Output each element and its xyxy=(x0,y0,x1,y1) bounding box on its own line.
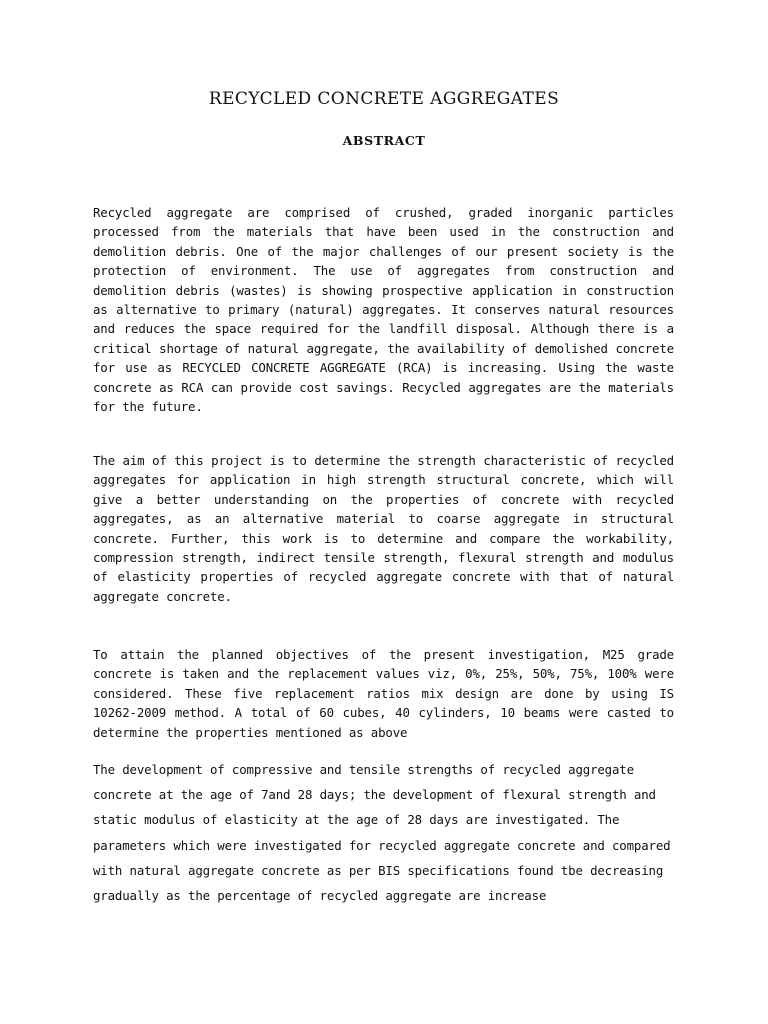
paragraph-aim: The aim of this project is to determine the strength characteristic of recycled aggregates for application in high strength structural concrete, which will give a better understanding on the properties of concrete with recycled aggregates, as an alternative material to coarse aggregate in structural concrete. Further, this work is to determine and compare the workability, compression strength, indirect tensile strength, flexural strength and modulus of elasticity properties of recycled aggregate concrete with that of natural aggregate concrete. xyxy=(93,453,674,604)
paragraph-method: To attain the planned objectives of the present investigation, M25 grade concrete is taken and the replacement values viz, 0%, 25%, 50%, 75%, 100% were considered. These five replacement ratios mix design are done by using IS 10262-2009 method. A total of 60 cubes, 40 cylinders, 10 beams were casted to determine the properties mentioned as above xyxy=(93,647,674,740)
document-title: RECYCLED CONCRETE AGGREGATES xyxy=(208,89,560,109)
abstract-heading: ABSTRACT xyxy=(342,133,426,148)
paragraph-results: The development of compressive and tensile strengths of recycled aggregate concrete at the age of 7and 28 days; the development of flexural strength and static modulus of elasticity at the age of 28 days are investigated. The parameters which were investigated for recycled aggregate concrete and compared with natural aggregate concrete as per BIS specifications found tbe decreasing gradually as the percentage of recycled aggregate are increase xyxy=(93,762,671,904)
paragraph-intro: Recycled aggregate are comprised of crushed, graded inorganic particles processed from the materials that have been used in the construction and demolition debris. One of the major challenges of our present society is the protection of environment. The use of aggregates from construction and demolition debris (wastes) is showing prospective application in construction as alternative to primary (natural) aggregates. It conserves natural resources and reduces the space required for the landfill disposal. Although there is a critical shortage of natural aggregate, the availability of demolished concrete for use as RECYCLED CONCRETE AGGREGATE (RCA) is increasing. Using the waste concrete as RCA can provide cost savings. Recycled aggregates are the materials for the future. xyxy=(93,205,674,415)
